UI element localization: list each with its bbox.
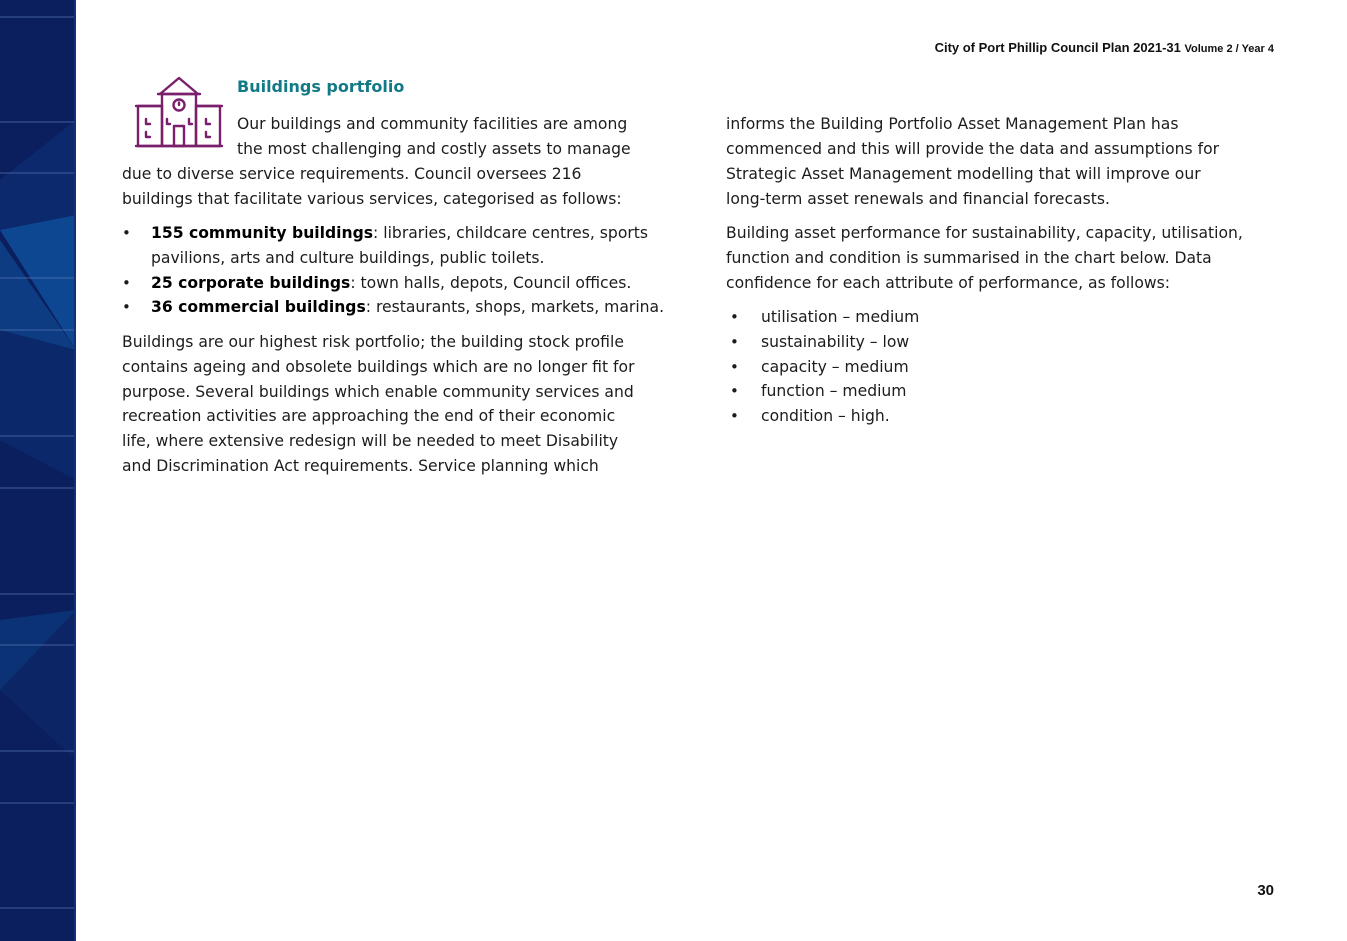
confidence-item: condition – high. <box>761 407 890 426</box>
header-title: City of Port Phillip Council Plan 2021-31 <box>934 40 1181 55</box>
list-item <box>122 221 664 246</box>
confidence-item: sustainability – low <box>761 332 910 351</box>
right-para2-line-1: Building asset performance for sustainability, capacity, utilisation, <box>726 224 1243 242</box>
bullet-text: : town halls, depots, Council offices. <box>350 273 632 292</box>
intro-line-4: buildings that facilitate various services, categorised as follows: <box>122 190 622 208</box>
intro-line-1: Our buildings and community facilities are among <box>237 115 628 133</box>
list-item-continuation <box>122 246 664 271</box>
bullet-text-cont: pavilions, arts and culture buildings, public toilets. <box>151 248 545 267</box>
right-para2-line-2: function and condition is summarised in the chart below. Data <box>726 249 1212 267</box>
right-para1-line-4: long-term asset renewals and financial forecasts. <box>726 190 1110 208</box>
list-item <box>730 355 919 380</box>
right-para2-line-3: confidence for each attribute of performance, as follows: <box>726 274 1171 292</box>
confidence-item: function – medium <box>761 382 907 401</box>
header-volume: Volume 2 / Year 4 <box>1184 43 1274 55</box>
list-item <box>730 330 919 355</box>
bullet-icon: • <box>122 298 131 317</box>
decorative-sidebar <box>0 0 76 941</box>
para2-line-5: life, where extensive redesign will be needed to meet Disability <box>122 432 619 450</box>
bullet-icon: • <box>730 332 739 351</box>
right-para1-line-3: Strategic Asset Management modelling that will improve our <box>726 165 1201 183</box>
bullet-icon: • <box>730 308 739 326</box>
intro-line-3: due to diverse service requirements. Council oversees 216 <box>122 165 582 183</box>
bullet-icon: • <box>730 407 739 426</box>
document-header <box>935 40 1274 55</box>
intro-line-2: the most challenging and costly assets to manage <box>237 140 631 158</box>
right-para1-line-2: commenced and this will provide the data and assumptions for <box>726 140 1220 158</box>
sidebar-pattern <box>0 0 76 941</box>
list-item <box>730 404 919 429</box>
bullet-bold: 36 commercial buildings <box>151 298 366 317</box>
confidence-item: capacity – medium <box>761 357 909 376</box>
data-confidence-list <box>730 305 919 429</box>
para2-line-4: recreation activities are approaching the end of their economic <box>122 407 616 425</box>
para2-line-3: purpose. Several buildings which enable community services and <box>122 383 634 401</box>
building-category-list <box>122 221 664 320</box>
list-item <box>730 305 919 330</box>
list-item <box>122 271 664 296</box>
para2-line-6: and Discrimination Act requirements. Service planning which <box>122 457 599 475</box>
para2-line-1: Buildings are our highest risk portfolio; the building stock profile <box>122 333 624 351</box>
building-icon <box>134 74 224 150</box>
right-para1-line-1: informs the Building Portfolio Asset Management Plan has <box>726 115 1179 133</box>
para2-line-2: contains ageing and obsolete buildings which are no longer fit for <box>122 358 635 376</box>
bullet-icon: • <box>122 273 131 292</box>
bullet-icon: • <box>730 357 739 376</box>
bullet-icon: • <box>122 224 131 242</box>
list-item <box>122 295 664 320</box>
confidence-item: utilisation – medium <box>761 308 920 326</box>
list-item <box>730 379 919 404</box>
bullet-text: : restaurants, shops, markets, marina. <box>365 298 665 317</box>
page-number: 30 <box>1257 882 1274 899</box>
bullet-icon: • <box>730 382 739 401</box>
bullet-bold: 155 community buildings <box>151 224 374 242</box>
section-title: Buildings portfolio <box>237 77 405 96</box>
bullet-text: : libraries, childcare centres, sports <box>373 224 649 242</box>
bullet-bold: 25 corporate buildings <box>151 273 351 292</box>
